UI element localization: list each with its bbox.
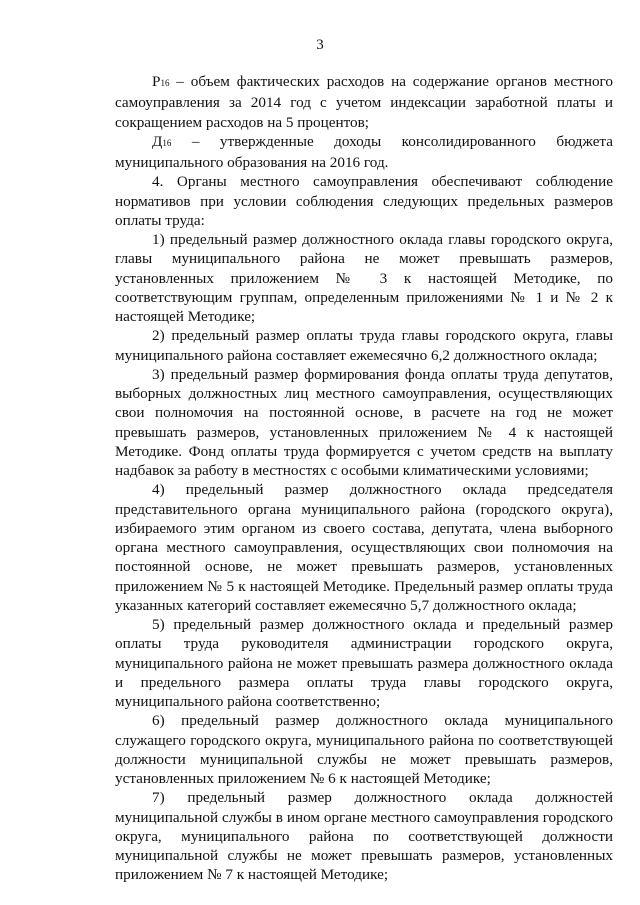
paragraph-p16-definition [115, 72, 613, 132]
document-body [115, 72, 613, 885]
paragraph-d16-definition [115, 132, 613, 173]
paragraph-text: – объем фактических расходов на содержание органов местного самоуправления за 2014 год с учетом индексации заработной платы и сокращением расходов на 5 процентов; [115, 73, 613, 131]
paragraph-item-4-7: 7) предельный размер должностного оклада должностей муниципальной службы в ином органе местного самоуправления городского округа, муниципального района по соответствующей должности муниципальной службы не может превышать размеров, установленных приложением № 7 к настоящей Методике; [115, 789, 613, 884]
variable-p-subscript: 16 [160, 78, 170, 88]
paragraph-item-4-6: 6) предельный размер должностного оклада муниципального служащего городского округа, муниципального района по соответствующей должности муниципальной службы не может превышать размеров, установленных приложением № 6 к настоящей Методике; [115, 712, 613, 787]
paragraph-text: – утвержденные доходы консолидированного бюджета муниципального образования на 2016 год. [115, 132, 613, 171]
variable-d: Д [152, 132, 163, 150]
variable-p: P [152, 73, 161, 90]
paragraph-item-4-5: 5) предельный размер должностного оклада и предельный размер оплаты труда руководителя администрации городского округа, муниципального района не может превышать размера должностного оклада и предельного размера оплаты труда главы городского округа, муниципального района соответственно; [115, 616, 613, 710]
variable-d-subscript: 16 [162, 137, 172, 148]
paragraph-item-4-4: 4) предельный размер должностного оклада председателя представительного органа муниципального района (городского округа), избираемого этим органом из своего состава, депутата, члена выборного органа местного самоуправления, осуществляющих свои полномочия на постоянной основе, не может превышать размеров, установленных приложением № 5 к настоящей Методике. Предельный размер оплаты труда указанных категорий составляет ежемесячно 5,7 должностного оклада; [115, 481, 613, 614]
paragraph-item-4-1: 1) предельный размер должностного оклада главы городского округа, главы муниципального района не может превышать размеров, установленных приложением № 3 к настоящей Методике, по соответствующим группам, определенным приложениями № 1 и № 2 к настоящей Методике; [115, 231, 613, 325]
paragraph-item-4-2: 2) предельный размер оплаты труда главы городского округа, главы муниципального района составляет ежемесячно 6,2 должностного оклада; [115, 327, 613, 364]
page-number: 3 [316, 37, 324, 53]
paragraph-item-4: 4. Органы местного самоуправления обеспечивают соблюдение нормативов при условии соблюдения следующих предельных размеров оплаты труда: [115, 173, 613, 229]
paragraph-item-4-3: 3) предельный размер формирования фонда оплаты труда депутатов, выборных должностных лиц местного самоуправления, осуществляющих свои полномочия на постоянной основе, в расчете на год не может превышать размеров, установленных приложением № 4 к настоящей Методике. Фонд оплаты труда формируется с учетом средств на выплату надбавок за работу в местностях с особыми климатическими условиями; [115, 365, 613, 479]
